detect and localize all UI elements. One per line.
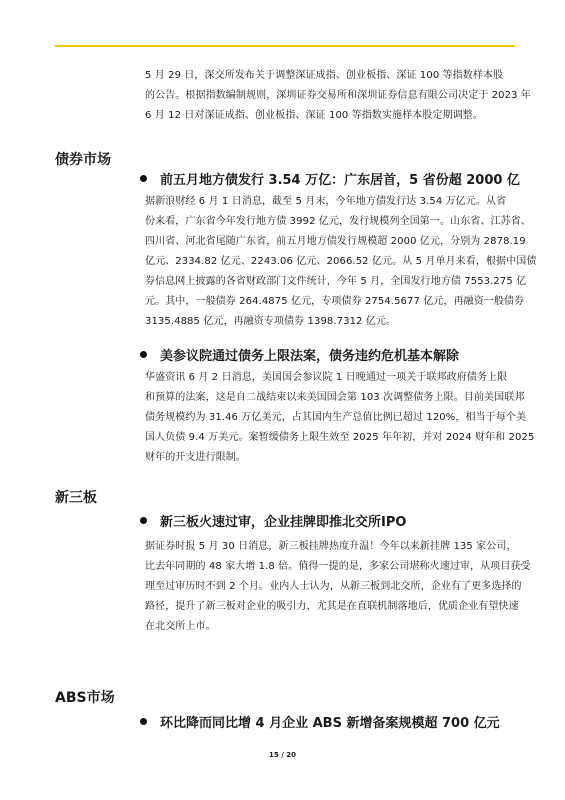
text-line: 据新浪财经 6 月 1 日消息，截至 5 月末，今年地方债发行达 3.54 万亿元。从省 [145,196,507,207]
text-line: 在北交所上市。 [145,621,216,632]
text-line: 份来看，广东省今年发行地方债 3992 亿元，发行规模列全国第一。山东省、江苏省、 [145,216,531,227]
article-headline [140,345,459,364]
text-line: 5 月 29 日，深交所发布关于调整深证成指、创业板指、深证 100 等指数样本股 [145,70,504,81]
article-headline-text: 新三板火速过审，企业挂牌即推北交所IPO [160,515,407,530]
text-line: 亿元、2334.82 亿元、2243.06 亿元、2066.52 亿元。从 5 月单月来看，根据中国债 [145,256,537,267]
text-line: 和预算的法案，这是自二战结束以来美国国会第 103 次调整债务上限。目前美国联邦 [145,392,525,403]
bullet-icon [140,718,147,725]
article-body [145,537,531,637]
text-line: 据证券时报 5 月 30 日消息，新三板挂牌热度升温！今年以来新挂牌 135 家公司， [145,541,517,552]
text-line: 国人负债 9.4 万美元。案暂缓债务上限生效至 2025 年年初，并对 2024 财年和 2025 [145,432,535,443]
text-line: 比去年同期的 48 家大增 1.8 倍。值得一提的是，多家公司堪称火速过审，从项目获受 [145,561,531,572]
header-rule [55,45,515,47]
text-line: 券信息网上披露的各省财政部门文件统计，今年 5 月，全国发行地方债 7553.275 亿 [145,276,527,287]
article-body [145,368,535,468]
text-line: 华盛资讯 6 月 2 日消息，美国国会参议院 1 日晚通过一项关于联邦政府债务上限 [145,372,508,383]
text-line: 财年的开支进行限制。 [145,452,246,463]
section-title-abs-market: ABS市场 [55,690,115,706]
intro-paragraph [145,66,531,126]
section-title-neeq: 新三板 [55,490,97,506]
page-number: 15 / 20 [269,751,296,759]
article-headline [140,712,500,731]
text-line: 6 月 12 日对深证成指、创业板指、深证 100 等指数实施样本股定期调整。 [145,110,483,121]
bullet-icon [140,517,147,524]
text-line: 四川省、河北省尾随广东省，前五月地方债发行规模超 2000 亿元，分别为 2878.19 [145,236,526,247]
article-body [145,192,537,332]
bullet-icon [140,351,147,358]
article-headline [140,511,406,530]
text-line: 元。其中，一般债券 264.4875 亿元，专项债券 2754.5677 亿元，再融资一般债券 [145,296,525,307]
article-headline-text: 前五月地方债发行 3.54 万亿：广东居首，5 省份超 2000 亿 [160,173,520,188]
text-line: 债务规模约为 31.46 万亿美元，占其国内生产总值比例已超过 120%，相当于每个美 [145,412,527,423]
text-line: 路径，提升了新三板对企业的吸引力，尤其是在直联机制落地后，优质企业有望快速 [145,601,519,612]
text-line: 3135.4885 亿元，再融资专项债券 1398.7312 亿元。 [145,316,397,327]
section-title-bond-market: 债券市场 [55,152,111,168]
article-headline [140,169,520,188]
text-line: 的公告。根据指数编制规则，深圳证券交易所和深圳证券信息有限公司决定于 2023 年 [145,90,531,101]
article-headline-text: 美参议院通过债务上限法案，债务违约危机基本解除 [160,349,460,364]
text-line: 理至过审历时不到 2 个月。业内人士认为，从新三板到北交所，企业有了更多选择的 [145,581,522,592]
bullet-icon [140,175,147,182]
article-headline-text: 环比降而同比增 4 月企业 ABS 新增备案规模超 700 亿元 [160,716,500,731]
